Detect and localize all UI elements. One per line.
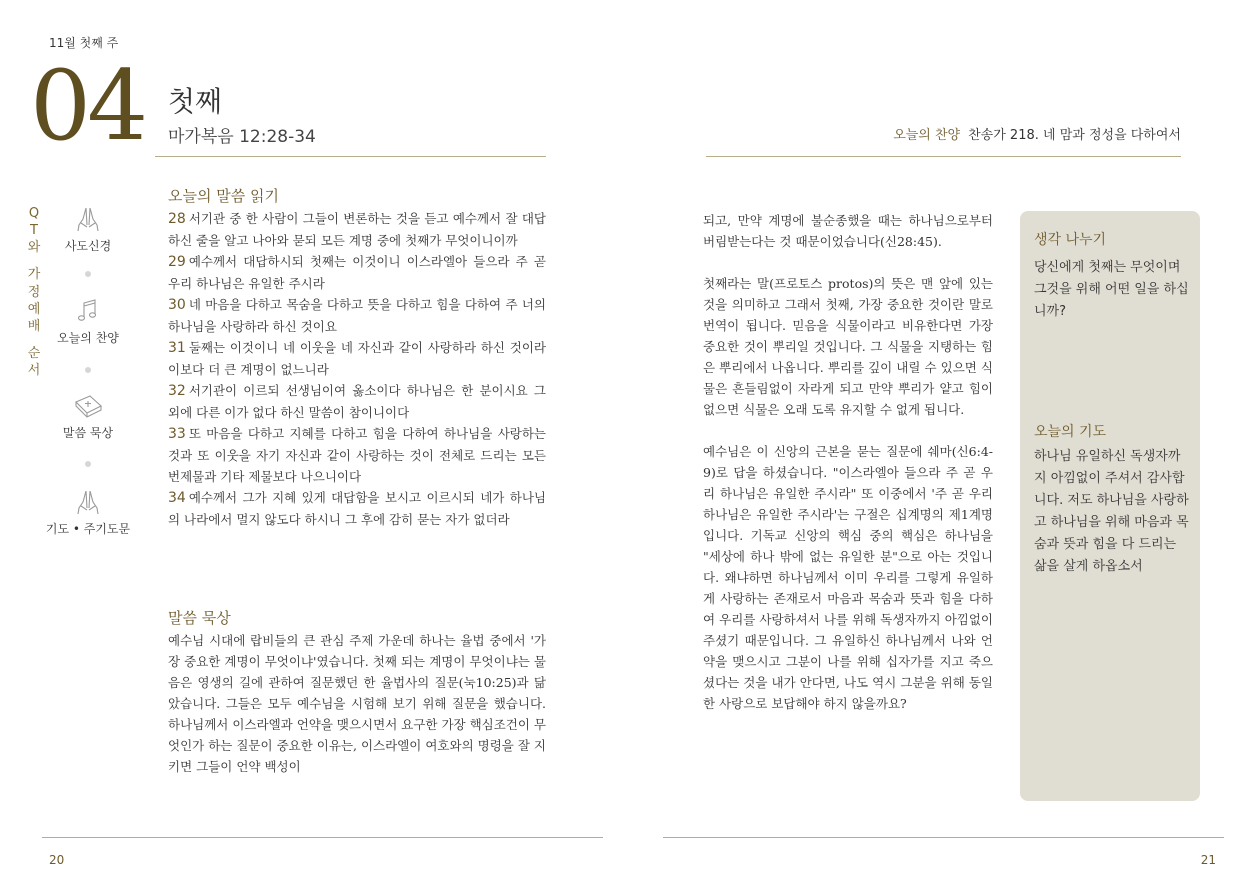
vertical-char: 순: [27, 346, 41, 362]
verse-text: 서기관이 이르되 선생님이여 옳소이다 하나님은 한 분이시요 그 외에 다른 이가 없다 하신 말씀이 참이니이다: [168, 383, 546, 420]
verse-item: [168, 251, 546, 294]
vertical-char: 와: [27, 240, 41, 256]
verse-item: [168, 337, 546, 380]
verse-list: [168, 208, 546, 530]
header-divider-left: [155, 156, 546, 157]
page-number-right: 21: [1200, 853, 1216, 867]
verse-number: 31: [168, 340, 186, 356]
meditation-continued: [703, 210, 993, 735]
sidebar-item-label: 기도 • 주기도문: [45, 522, 131, 536]
scripture-reference: 마가복음 12:28-34: [168, 127, 316, 147]
sidebar-dot: [85, 461, 91, 467]
share-text: 당신에게 첫째는 무엇이며 그것을 위해 어떤 일을 하십니까?: [1034, 260, 1189, 319]
verse-number: 30: [168, 297, 186, 313]
verse-number: 29: [168, 254, 186, 270]
verse-item: [168, 208, 546, 251]
prayer-heading: 오늘의 기도: [1034, 424, 1107, 440]
vertical-char: 정: [27, 284, 41, 300]
verse-text: 예수께서 대답하시되 첫째는 이것이니 이스라엘아 들으라 주 곧 우리 하나님은 유일한 주시라: [168, 254, 546, 291]
verse-item: [168, 487, 546, 530]
prayer-text: 하나님 유일하신 독생자까지 아낌없이 주셔서 감사합니다. 저도 하나님을 사랑하고 하나님을 위해 마음과 목숨과 뜻과 힘을 다 드리는 삶을 살게 하옵소서: [1034, 449, 1189, 574]
vertical-char: 서: [27, 363, 41, 379]
vertical-gap: [27, 335, 41, 345]
verse-number: 32: [168, 383, 186, 399]
vertical-char: 가: [27, 267, 41, 283]
hymn-label: 오늘의 찬양: [893, 128, 961, 143]
verse-text: 또 마음을 다하고 지혜를 다하고 힘을 다하여 하나님을 사랑하는 것과 또 이웃을 자기 자신과 같이 사랑하는 것이 전체로 드리는 모든 번제물과 기타 제물보다 나으니이다: [168, 426, 546, 484]
reading-heading: 오늘의 말씀 읽기: [168, 187, 279, 205]
hymn-title: 찬송가 218. 네 맘과 정성을 다하여서: [968, 128, 1181, 143]
sidebar-item-prayer[interactable]: [43, 488, 133, 537]
bible-book-icon: [72, 392, 104, 420]
sidebar-item-label: 오늘의 찬양: [57, 331, 119, 345]
meditation-paragraph: 첫째라는 말(프로토스 protos)의 뜻은 맨 앞에 있는 것을 의미하고 그래서 첫째, 가장 중요한 것이란 말로 번역이 됩니다. 믿음을 식물이라고 비유한다면 가장 중요한 것이 뿌리일 것입니다. 그 식물을 지탱하는 힘은 뿌리에서 나옵니다. 뿌리를 깊이 내릴 수 있으면 식물은 흔들림없이 자라게 되고 만약 뿌리가 얕고 힘이 없으면 식물은 오래 도록 유지할 수 없게 됩니다.: [703, 276, 993, 417]
verse-text: 네 마음을 다하고 목숨을 다하고 뜻을 다하고 힘을 다하여 주 너의 하나님을 사랑하라 하신 것이요: [168, 297, 546, 334]
verse-number: 28: [168, 211, 186, 227]
footer-divider-right: [663, 837, 1224, 838]
sidebar-item-meditation[interactable]: [43, 392, 133, 441]
footer-divider-left: [42, 837, 603, 838]
meditation-paragraph: 예수님은 이 신앙의 근본을 묻는 질문에 쉐마(신6:4-9)로 답을 하셨습니다. "이스라엘아 들으라 주 곧 우리 하나님은 유일한 주시라" 또 이중에서 '주 곧 우리 하나님은 유일한 주시라'는 구절은 십계명의 제1계명입니다. 기독교 신앙의 핵심 중의 핵심은 하나님을 "세상에 하나 밖에 없는 유일한 분"으로 아는 것입니다. 왜냐하면 하나님께서 이미 우리를 그렇게 유일하게 사랑하는 존재로서 마음과 목숨과 뜻과 힘을 다하여 우리를 사랑하셔서 나를 위해 독생자까지 아낌없이 주셨기 때문입니다. 그 유일하신 하나님께서 나와 언약을 맺으시고 그분이 나를 위해 십자가를 지고 죽으셨다는 것을 내가 안다면, 나도 역시 그분을 위해 동일한 사랑으로 보답해야 하지 않을까요?: [703, 444, 993, 711]
sidebar-dot: [85, 367, 91, 373]
sidebar-dot: [85, 271, 91, 277]
hymn-line: [893, 124, 1181, 143]
praying-hands-icon: [73, 488, 103, 516]
verse-text: 서기관 중 한 사람이 그들이 변론하는 것을 듣고 예수께서 잘 대답하신 줄을 알고 나아와 묻되 모든 계명 중에 첫째가 무엇이니이까: [168, 211, 546, 248]
verse-item: [168, 294, 546, 337]
meditation-heading: 말씀 묵상: [168, 609, 231, 627]
share-heading: 생각 나누기: [1034, 232, 1107, 248]
vertical-char: Q: [28, 206, 40, 221]
verse-number: 33: [168, 426, 186, 442]
sidebar-item-label: 말씀 묵상: [62, 426, 114, 440]
vertical-char: 예: [27, 301, 41, 317]
sidebar-item-label: 사도신경: [64, 239, 112, 253]
sidebar-item-apostles-creed[interactable]: [43, 205, 133, 254]
header-divider-right: [706, 156, 1181, 157]
verse-text: 예수께서 그가 지혜 있게 대답함을 보시고 이르시되 네가 하나님의 나라에서 멀지 않도다 하시니 그 후에 감히 묻는 자가 없더라: [168, 490, 546, 527]
verse-text: 둘째는 이것이니 네 이웃을 네 자신과 같이 사랑하라 하신 것이라 이보다 더 큰 계명이 없느니라: [168, 340, 546, 377]
vertical-gap: [27, 256, 41, 266]
sidebar-item-hymn[interactable]: [43, 297, 133, 346]
page-title: 첫째: [168, 85, 223, 118]
meditation-text: 예수님 시대에 랍비들의 큰 관심 주제 가운데 하나는 율법 중에서 '가장 중요한 계명이 무엇이냐'였습니다. 첫째 되는 계명이 무엇이냐는 물음은 영생의 길에 관하여 질문했던 한 율법사의 질문(눅10:25)과 닮았습니다. 그들은 모두 예수님을 시험해 보기 위해 질문을 했습니다. 하나님께서 이스라엘과 언약을 맺으시면서 요구한 가장 핵심조건이 무엇인가 하는 질문이 중요한 이유는, 이스라엘이 여호와의 명령을 잘 지키면 그들이 언약 백성이: [168, 633, 546, 774]
verse-item: [168, 423, 546, 487]
music-note-icon: [75, 297, 101, 325]
meditation-paragraph: 되고, 만약 계명에 불순종했을 때는 하나님으로부터 버림받는다는 것 때문이었습니다(신28:45).: [703, 213, 993, 249]
vertical-section-title: [27, 205, 41, 379]
vertical-char: T: [30, 223, 38, 239]
verse-item: [168, 380, 546, 423]
verse-number: 34: [168, 490, 186, 506]
vertical-char: 배: [27, 318, 41, 334]
praying-hands-icon: [73, 205, 103, 233]
page-number-left: 20: [49, 853, 65, 867]
day-number: 04: [30, 50, 145, 162]
week-label: 11월 첫째 주: [49, 36, 119, 50]
